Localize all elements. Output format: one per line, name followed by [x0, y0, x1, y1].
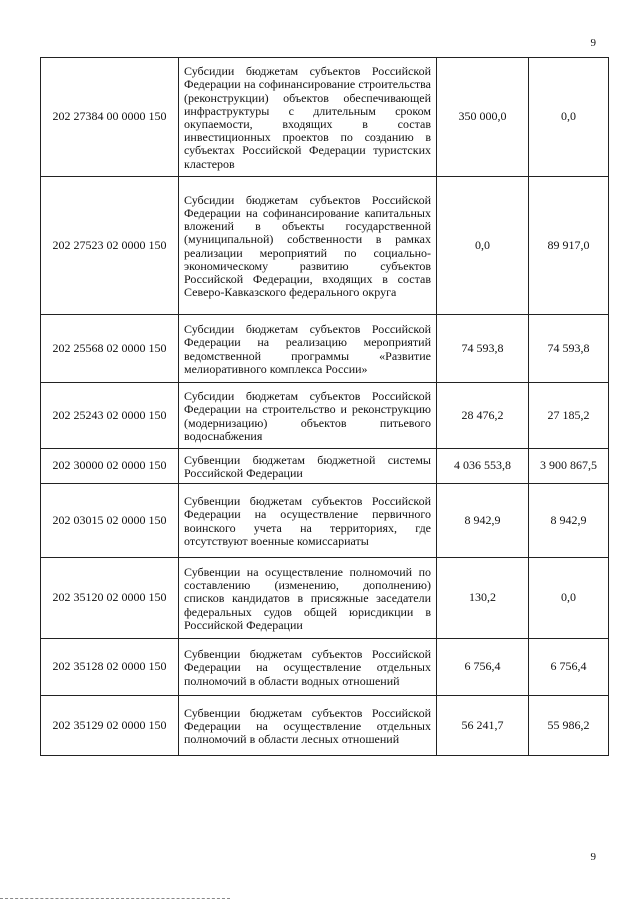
table-row	[41, 558, 609, 639]
value-1-cell: 8 942,9	[437, 484, 529, 558]
value-2-cell: 0,0	[529, 558, 609, 639]
page-number-top: 9	[590, 37, 596, 49]
value-1-cell: 350 000,0	[437, 58, 529, 177]
page-number-bottom: 9	[590, 851, 596, 863]
table-row	[41, 58, 609, 177]
budget-code-cell: 202 35120 02 0000 150	[41, 558, 179, 639]
value-2-cell: 6 756,4	[529, 639, 609, 696]
description-cell: Субвенции на осуществление полномочий по составлению (изменению, дополнению) списков кандидатов в присяжные заседатели федеральных судов общей юрисдикции в Российской Федерации	[179, 558, 437, 639]
value-2-cell: 8 942,9	[529, 484, 609, 558]
value-2-cell: 27 185,2	[529, 383, 609, 449]
value-1-cell: 130,2	[437, 558, 529, 639]
value-1-cell: 28 476,2	[437, 383, 529, 449]
description-cell: Субсидии бюджетам субъектов Российской Федерации на строительство и реконструкцию (модернизацию) объектов питьевого водоснабжения	[179, 383, 437, 449]
value-1-cell: 6 756,4	[437, 639, 529, 696]
budget-code-cell: 202 03015 02 0000 150	[41, 484, 179, 558]
table-row	[41, 484, 609, 558]
table-row	[41, 449, 609, 484]
budget-code-cell: 202 35129 02 0000 150	[41, 696, 179, 756]
value-1-cell: 74 593,8	[437, 315, 529, 383]
value-2-cell: 3 900 867,5	[529, 449, 609, 484]
description-cell: Субсидии бюджетам субъектов Российской Федерации на софинансирование строительства (реконструкции) объектов обеспечивающей инфраструктуры с длительным сроком окупаемости, входящих в состав инвестиционных проектов по созданию в субъектах Российской Федерации туристских кластеров	[179, 58, 437, 177]
budget-table	[40, 57, 609, 756]
scan-artifact-line	[0, 898, 230, 899]
value-1-cell: 4 036 553,8	[437, 449, 529, 484]
table-row	[41, 315, 609, 383]
table-row	[41, 383, 609, 449]
value-2-cell: 74 593,8	[529, 315, 609, 383]
description-cell: Субвенции бюджетам субъектов Российской Федерации на осуществление отдельных полномочий в области лесных отношений	[179, 696, 437, 756]
description-cell: Субсидии бюджетам субъектов Российской Федерации на софинансирование капитальных вложений в объекты государственной (муниципальной) собственности в рамках реализации мероприятий по социально-экономическому развитию субъектов Российской Федерации, входящих в состав Северо-Кавказского федерального округа	[179, 177, 437, 315]
table-row	[41, 177, 609, 315]
budget-code-cell: 202 25568 02 0000 150	[41, 315, 179, 383]
description-cell: Субвенции бюджетам бюджетной системы Российской Федерации	[179, 449, 437, 484]
description-cell: Субвенции бюджетам субъектов Российской Федерации на осуществление первичного воинского учета на территориях, где отсутствуют военные комиссариаты	[179, 484, 437, 558]
budget-code-cell: 202 27523 02 0000 150	[41, 177, 179, 315]
value-1-cell: 56 241,7	[437, 696, 529, 756]
budget-code-cell: 202 25243 02 0000 150	[41, 383, 179, 449]
description-cell: Субсидии бюджетам субъектов Российской Федерации на реализацию мероприятий ведомственной программы «Развитие мелиоративного комплекса России»	[179, 315, 437, 383]
value-1-cell: 0,0	[437, 177, 529, 315]
value-2-cell: 55 986,2	[529, 696, 609, 756]
value-2-cell: 89 917,0	[529, 177, 609, 315]
table-row	[41, 639, 609, 696]
table-row	[41, 696, 609, 756]
description-cell: Субвенции бюджетам субъектов Российской Федерации на осуществление отдельных полномочий в области водных отношений	[179, 639, 437, 696]
budget-code-cell: 202 30000 02 0000 150	[41, 449, 179, 484]
budget-code-cell: 202 27384 00 0000 150	[41, 58, 179, 177]
value-2-cell: 0,0	[529, 58, 609, 177]
budget-code-cell: 202 35128 02 0000 150	[41, 639, 179, 696]
